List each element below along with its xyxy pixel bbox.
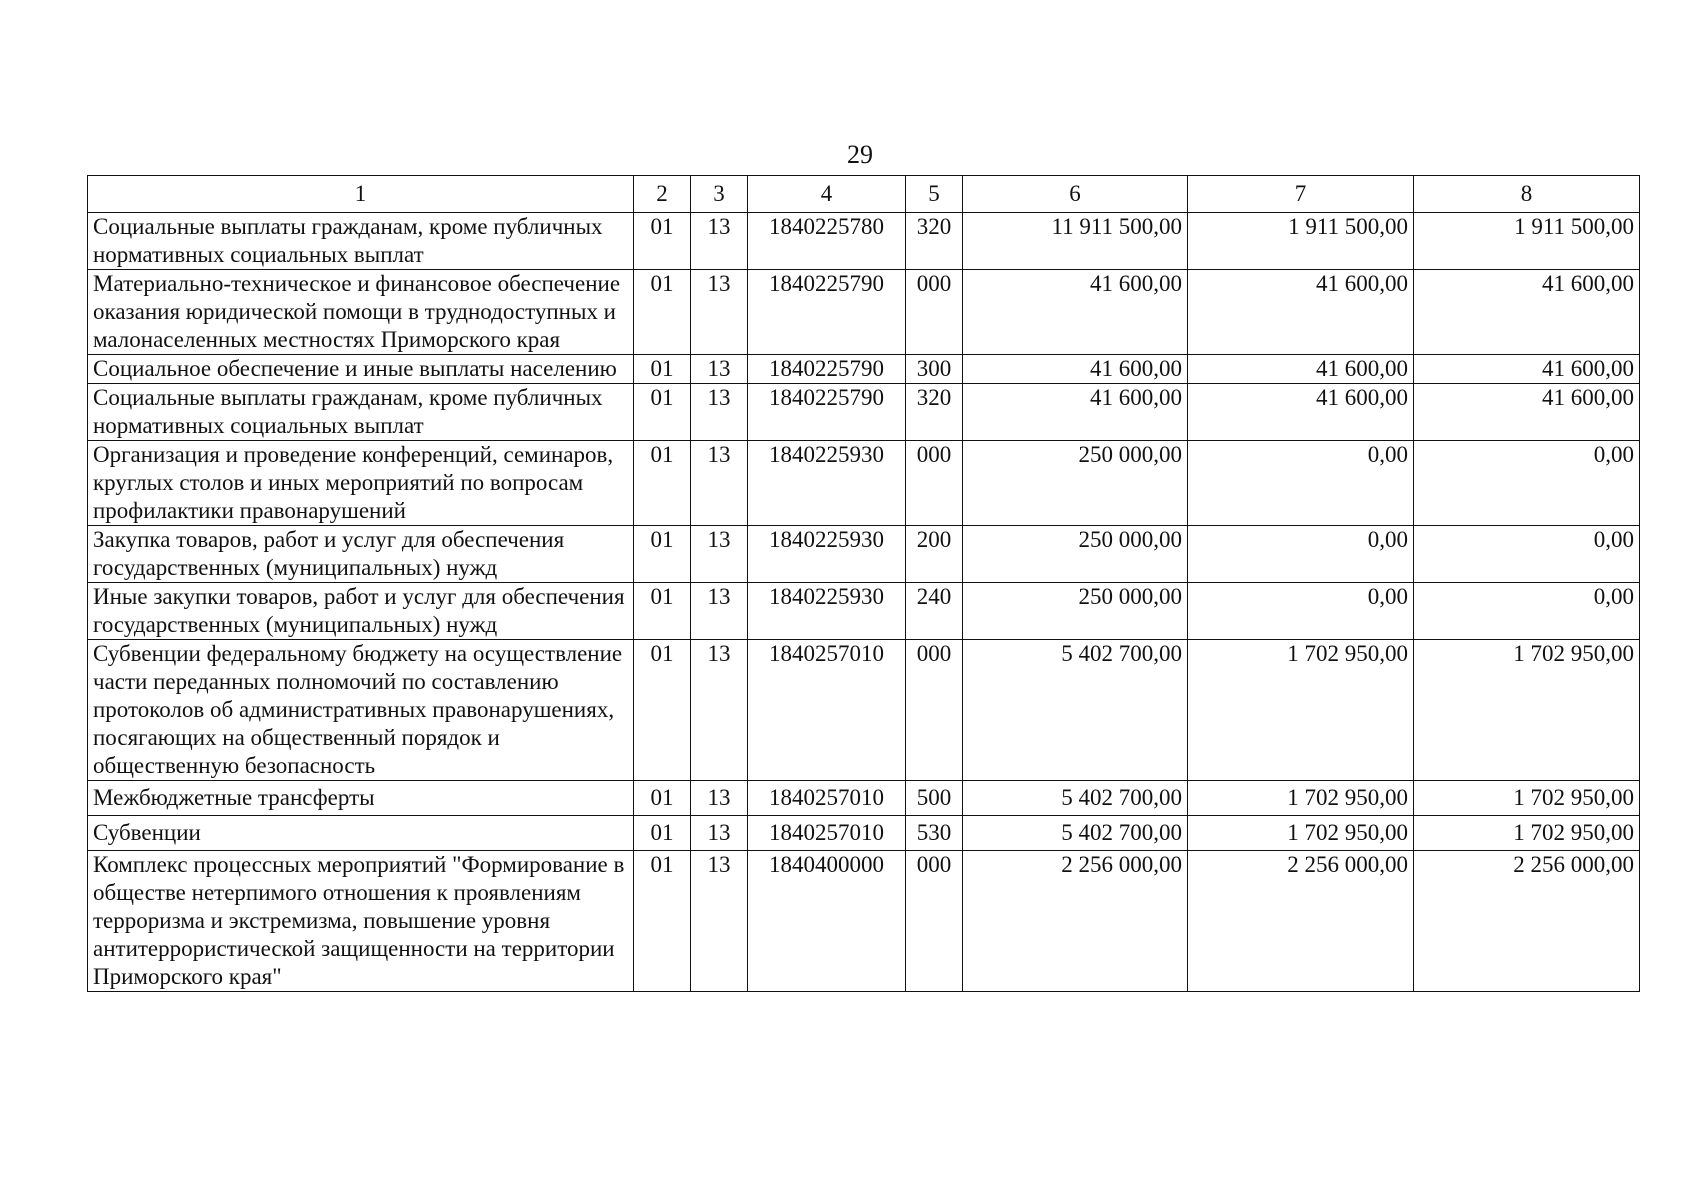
row-amount-7: 0,00	[1188, 526, 1414, 583]
table-row	[88, 851, 1640, 992]
row-expense-type: 240	[906, 583, 963, 640]
row-section: 01	[634, 640, 691, 781]
row-name: Субвенции федеральному бюджету на осуществление части переданных полномочий по составлению протоколов об административных правонарушениях, посягающих на общественный порядок и общественную безопасность	[88, 640, 634, 781]
budget-table	[87, 175, 1640, 992]
row-amount-8: 0,00	[1414, 441, 1640, 526]
row-amount-8: 1 702 950,00	[1414, 640, 1640, 781]
row-subsection: 13	[691, 355, 748, 384]
row-amount-6: 250 000,00	[963, 583, 1188, 640]
row-amount-6: 2 256 000,00	[963, 851, 1188, 992]
row-target-article: 1840225930	[748, 526, 906, 583]
row-amount-6: 11 911 500,00	[963, 213, 1188, 270]
row-subsection: 13	[691, 851, 748, 992]
row-section: 01	[634, 526, 691, 583]
row-amount-7: 41 600,00	[1188, 270, 1414, 355]
row-subsection: 13	[691, 781, 748, 816]
row-expense-type: 320	[906, 213, 963, 270]
row-amount-7: 1 702 950,00	[1188, 816, 1414, 851]
row-name: Межбюджетные трансферты	[88, 781, 634, 816]
row-amount-7: 2 256 000,00	[1188, 851, 1414, 992]
header-col-3: 3	[691, 176, 748, 213]
row-expense-type: 500	[906, 781, 963, 816]
row-subsection: 13	[691, 816, 748, 851]
row-amount-7: 0,00	[1188, 583, 1414, 640]
row-amount-6: 41 600,00	[963, 270, 1188, 355]
header-col-5: 5	[906, 176, 963, 213]
row-target-article: 1840225930	[748, 583, 906, 640]
row-subsection: 13	[691, 526, 748, 583]
table-row	[88, 355, 1640, 384]
row-name: Материально-техническое и финансовое обеспечение оказания юридической помощи в труднодоступных и малонаселенных местностях Приморского края	[88, 270, 634, 355]
row-name: Закупка товаров, работ и услуг для обеспечения государственных (муниципальных) нужд	[88, 526, 634, 583]
row-section: 01	[634, 355, 691, 384]
row-amount-8: 41 600,00	[1414, 355, 1640, 384]
table-row	[88, 781, 1640, 816]
row-section: 01	[634, 781, 691, 816]
row-amount-8: 1 702 950,00	[1414, 816, 1640, 851]
row-subsection: 13	[691, 640, 748, 781]
table-row	[88, 270, 1640, 355]
row-name: Комплекс процессных мероприятий "Формирование в обществе нетерпимого отношения к проявлениям терроризма и экстремизма, повышение уровня антитеррористической защищенности на территории Приморского края"	[88, 851, 634, 992]
row-expense-type: 300	[906, 355, 963, 384]
header-col-2: 2	[634, 176, 691, 213]
row-amount-8: 0,00	[1414, 583, 1640, 640]
row-subsection: 13	[691, 441, 748, 526]
row-amount-8: 1 911 500,00	[1414, 213, 1640, 270]
header-col-6: 6	[963, 176, 1188, 213]
row-amount-6: 5 402 700,00	[963, 816, 1188, 851]
table-row	[88, 526, 1640, 583]
row-amount-8: 41 600,00	[1414, 384, 1640, 441]
row-subsection: 13	[691, 213, 748, 270]
header-col-1: 1	[88, 176, 634, 213]
row-amount-6: 41 600,00	[963, 384, 1188, 441]
table-row	[88, 640, 1640, 781]
header-col-7: 7	[1188, 176, 1414, 213]
row-section: 01	[634, 270, 691, 355]
row-target-article: 1840225780	[748, 213, 906, 270]
row-amount-7: 0,00	[1188, 441, 1414, 526]
row-amount-6: 5 402 700,00	[963, 640, 1188, 781]
row-name: Социальные выплаты гражданам, кроме публичных нормативных социальных выплат	[88, 384, 634, 441]
table-row	[88, 384, 1640, 441]
header-col-4: 4	[748, 176, 906, 213]
row-amount-6: 250 000,00	[963, 526, 1188, 583]
row-expense-type: 000	[906, 851, 963, 992]
row-amount-8: 0,00	[1414, 526, 1640, 583]
header-col-8: 8	[1414, 176, 1640, 213]
row-expense-type: 000	[906, 270, 963, 355]
row-amount-6: 5 402 700,00	[963, 781, 1188, 816]
row-amount-7: 41 600,00	[1188, 355, 1414, 384]
row-target-article: 1840257010	[748, 781, 906, 816]
row-amount-7: 1 702 950,00	[1188, 781, 1414, 816]
row-name: Организация и проведение конференций, семинаров, круглых столов и иных мероприятий по вопросам профилактики правонарушений	[88, 441, 634, 526]
row-amount-8: 1 702 950,00	[1414, 781, 1640, 816]
row-target-article: 1840257010	[748, 640, 906, 781]
row-subsection: 13	[691, 384, 748, 441]
row-section: 01	[634, 441, 691, 526]
page-number: 29	[847, 140, 873, 169]
row-section: 01	[634, 213, 691, 270]
row-name: Иные закупки товаров, работ и услуг для обеспечения государственных (муниципальных) нужд	[88, 583, 634, 640]
row-name: Субвенции	[88, 816, 634, 851]
row-target-article: 1840225790	[748, 270, 906, 355]
row-target-article: 1840400000	[748, 851, 906, 992]
row-amount-6: 41 600,00	[963, 355, 1188, 384]
row-amount-8: 2 256 000,00	[1414, 851, 1640, 992]
row-name: Социальные выплаты гражданам, кроме публичных нормативных социальных выплат	[88, 213, 634, 270]
row-amount-6: 250 000,00	[963, 441, 1188, 526]
row-subsection: 13	[691, 270, 748, 355]
row-amount-7: 41 600,00	[1188, 384, 1414, 441]
table-row	[88, 583, 1640, 640]
row-expense-type: 320	[906, 384, 963, 441]
row-amount-7: 1 911 500,00	[1188, 213, 1414, 270]
row-target-article: 1840225930	[748, 441, 906, 526]
row-target-article: 1840225790	[748, 355, 906, 384]
row-target-article: 1840225790	[748, 384, 906, 441]
row-target-article: 1840257010	[748, 816, 906, 851]
row-expense-type: 530	[906, 816, 963, 851]
header-row	[88, 176, 1640, 213]
row-expense-type: 200	[906, 526, 963, 583]
row-name: Социальное обеспечение и иные выплаты населению	[88, 355, 634, 384]
row-amount-7: 1 702 950,00	[1188, 640, 1414, 781]
row-expense-type: 000	[906, 640, 963, 781]
row-amount-8: 41 600,00	[1414, 270, 1640, 355]
table-row	[88, 213, 1640, 270]
table-row	[88, 441, 1640, 526]
row-section: 01	[634, 851, 691, 992]
table-row	[88, 816, 1640, 851]
row-section: 01	[634, 384, 691, 441]
row-expense-type: 000	[906, 441, 963, 526]
row-section: 01	[634, 816, 691, 851]
row-section: 01	[634, 583, 691, 640]
row-subsection: 13	[691, 583, 748, 640]
